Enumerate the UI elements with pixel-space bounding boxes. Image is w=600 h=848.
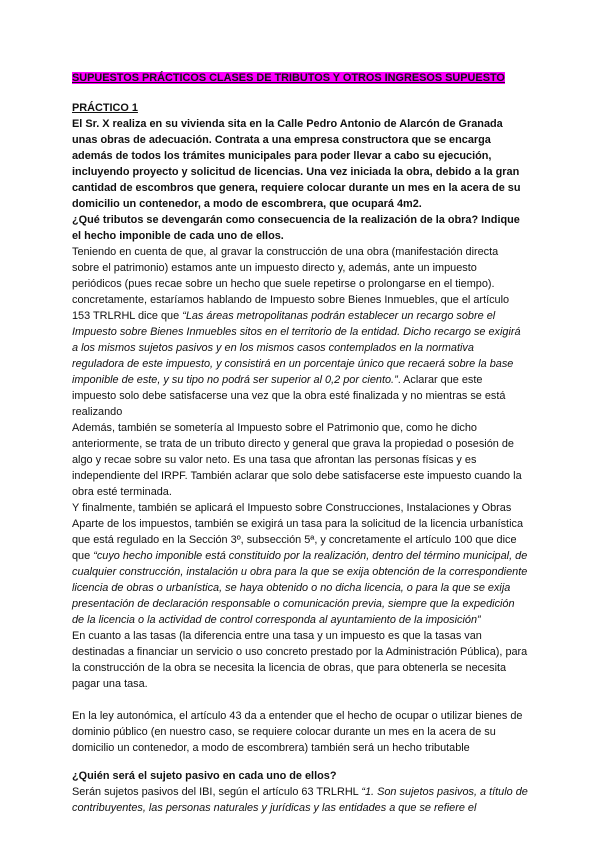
spacer: [72, 756, 528, 768]
paragraph-tasa-text: Aparte de los impuestos, también se exigirá un tasa para la solicitud de la licencia urbanística que está regulado en la Sección 3º, subsección 5ª, y concretamente el artículo 100 que dice que: [72, 518, 523, 562]
highlighted-title-text: SUPUESTOS PRÁCTICOS CLASES DE TRIBUTOS Y OTROS INGRESOS SUPUESTO: [72, 72, 505, 84]
document-title: [72, 70, 528, 86]
question-1: ¿Qué tributos se devengarán como consecuencia de la realización de la obra? Indique el hecho imponible de cada uno de ellos.: [72, 214, 520, 242]
paragraph-tasas: En cuanto a las tasas (la diferencia entre una tasa y un impuesto es que la tasas van destinadas a financiar un servicio o uso concreto prestado por la Administración Pública), para la construcción de la obra se necesita la licencia de obras, que para obtenerla se necesita pagar una tasa.: [72, 630, 528, 690]
paragraph-ibi-text: Teniendo en cuenta de que, al gravar la construcción de una obra (manifestación directa sobre el patrimonio) estamos ante un impuesto directo y, además, ante un impuesto periódicos (pues recae sobre un hecho que suele repetirse o prolongarse en el tiempo). concretamente, estaríamos hablando de Impuesto sobre Bienes Inmuebles, que el artículo 153 TRLRHL dice que: [72, 246, 510, 322]
paragraph-tasa-licencia: [72, 516, 528, 628]
paragraph-ibi: [72, 244, 528, 420]
paragraph-ibi-end: . Aclarar que este impuesto solo debe satisfacerse una vez que la obra esté finalizada y no mientras se está realizando: [72, 374, 506, 418]
paragraph-tasa-quote: “cuyo hecho imponible está constituido por la realización, dentro del término municipal, de cualquier construcción, instalación u obra para la que se exija obtención de la correspondiente licencia de obras o urbanística, se haya obtenido o no dicha licencia, o para la que se exija presentación de declaración responsable o comunicación previa, siempre que la expedición de la licencia o la actividad de control corresponda al ayuntamiento de la imposición”: [72, 550, 528, 626]
paragraph-sujeto-pasivo: [72, 784, 528, 816]
paragraph-patrimonio: Además, también se sometería al Impuesto sobre el Patrimonio que, como he dicho anteriormente, se trata de un tributo directo y general que grava la propiedad o posesión de algo y recae sobre su valor neto. Es una tasa que afrontan las personas físicas y es independiente del IRPF. También aclarar que solo debe satisfacerse este impuesto cuando la obra esté terminada.: [72, 422, 522, 498]
paragraph-ibi-quote: “Las áreas metropolitanas podrán establecer un recargo sobre el Impuesto sobre Bienes Inmuebles sitos en el territorio de la entidad. Dicho recargo se exigirá a los mismos sujetos pasivos y en los mismos casos contemplados en la normativa reguladora de este impuesto, y consistirá en un porcentaje único que recaerá sobre la base imponible de este, y su tipo no podrá ser superior al 0,2 por ciento.”: [72, 310, 521, 386]
case-statement: El Sr. X realiza en su vivienda sita en la Calle Pedro Antonio de Alarcón de Granada unas obras de adecuación. Contrata a una empresa constructora que se encarga además de todos los trámites municipales para poder llevar a cabo su ejecución, incluyendo proyecto y solicitud de licencias. Una vez iniciada la obra, debido a la gran cantidad de escombros que genera, requiere colocar durante un mes en la acera de su domicilio un contenedor, a modo de escombrera, que ocupará 4m2.: [72, 118, 521, 210]
paragraph-icio: Y finalmente, también se aplicará el Impuesto sobre Construcciones, Instalaciones y Obras: [72, 502, 512, 514]
spacer: [72, 692, 528, 708]
paragraph-sujeto-text: Serán sujetos pasivos del IBI, según el artículo 63 TRLRHL: [72, 786, 362, 798]
document-page: [72, 70, 528, 816]
paragraph-ley-autonomica: En la ley autonómica, el artículo 43 da a entender que el hecho de ocupar o utilizar bienes de dominio público (en nuestro caso, se requiere colocar durante un mes en la acera de su domicilio un contenedor, a modo de escombrera) también será un hecho tributable: [72, 710, 523, 754]
practico-heading: PRÁCTICO 1: [72, 102, 138, 114]
question-2: ¿Quién será el sujeto pasivo en cada uno de ellos?: [72, 770, 337, 782]
paragraph-sujeto-quote: “1. Son sujetos pasivos, a título de contribuyentes, las personas naturales y jurídicas y las entidades a que se refiere el: [72, 786, 528, 814]
